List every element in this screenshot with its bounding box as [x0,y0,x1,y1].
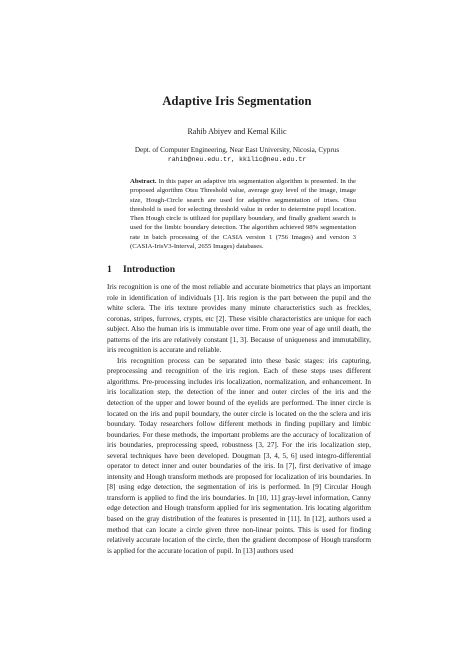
paper-title: Adaptive Iris Segmentation [162,94,312,108]
author-emails: rahib@neu.edu.tr, kkilic@neu.edu.tr [167,156,307,163]
affiliation-block [0,145,474,165]
section-title: Introduction [123,264,176,275]
abstract-text: In this paper an adaptive iris segmentation algorithm is presented. In the proposed algorithm Otsu Threshold value, average gray level of the image, image size, Hough-Circle search are used for adaptive segmentation of irises. Otsu threshold is used for selecting threshold value in order to determine pupil location. Then Hough circle is utilized for pupillary boundary, and finally gradient search is used for the limbic boundary detection. The algorithm achieved 98% segmentation rate in batch processing of the CASIA version 1 (756 Images) and version 3 (CASIA-IrisV3-Interval, 2655 Images) databases. [130,178,356,251]
section-number: 1 [107,264,112,275]
body-paragraph: Iris recognition is one of the most reliable and accurate biometrics that plays an important role in identification of individuals [1]. Iris region is the part between the pupil and the white sclera. The iris texture provides many minute characteristics such as freckles, coronas, stripes, furrows, crypts, etc [2]. These visible characteristics are unique for each subject. Also the human iris is immutable over time. From one year of age until death, the patterns of the iris are relatively constant [1, 3]. Because of uniqueness and immutability, iris recognition is accurate and reliable. [107,283,371,355]
abstract [130,177,356,251]
body-paragraph: Iris recognition process can be separated into these basic stages: iris capturing, preprocessing and recognition of the iris region. Each of these steps uses different algorithms. Pre-processing includes iris localization, normalization, and enhancement. In iris localization step, the detection of the inner and outer circles of the iris and the detection of the upper and lower bound of the eyelids are performed. The inner circle is located on the iris and pupil boundary, the outer circle is located on the the sclera and iris boundary. Today researchers follow different methods in finding pupillary and limbic boundaries. For these methods, the important problems are the accuracy of localization of iris boundaries, preprocessing speed, robustness [3, 27]. For the iris localization step, several techniques have been developed. Dougman [3, 4, 5, 6] used integro-differential operator to detect inner and outer boundaries of the iris. In [7], first derivative of image intensity and Hough transform methods are proposed for localization of iris boundaries. In [8] using edge detection, the segmentation of iris is performed. In [9] Circular Hough transform is applied to find the iris boundaries. In [10, 11] gray-level information, Canny edge detection and Hough transform applied for iris segmentation. Iris locating algorithm based on the gray distribution of the features is presented in [11]. In [12], authors used a method that can locate a circle given three non-linear points. This is used for finding relatively accurate location of the circle, then the gradient decompose of Hough transform is applied for the accurate location of pupil. In [13] authors used [107,356,371,555]
author-list: Rahib Abiyev and Kemal Kilic [187,127,287,136]
affiliation: Dept. of Computer Engineering, Near East University, Nicosia, Cyprus [134,146,340,154]
section-heading [107,264,387,275]
abstract-label: Abstract. [130,178,157,185]
section-body [107,282,371,556]
